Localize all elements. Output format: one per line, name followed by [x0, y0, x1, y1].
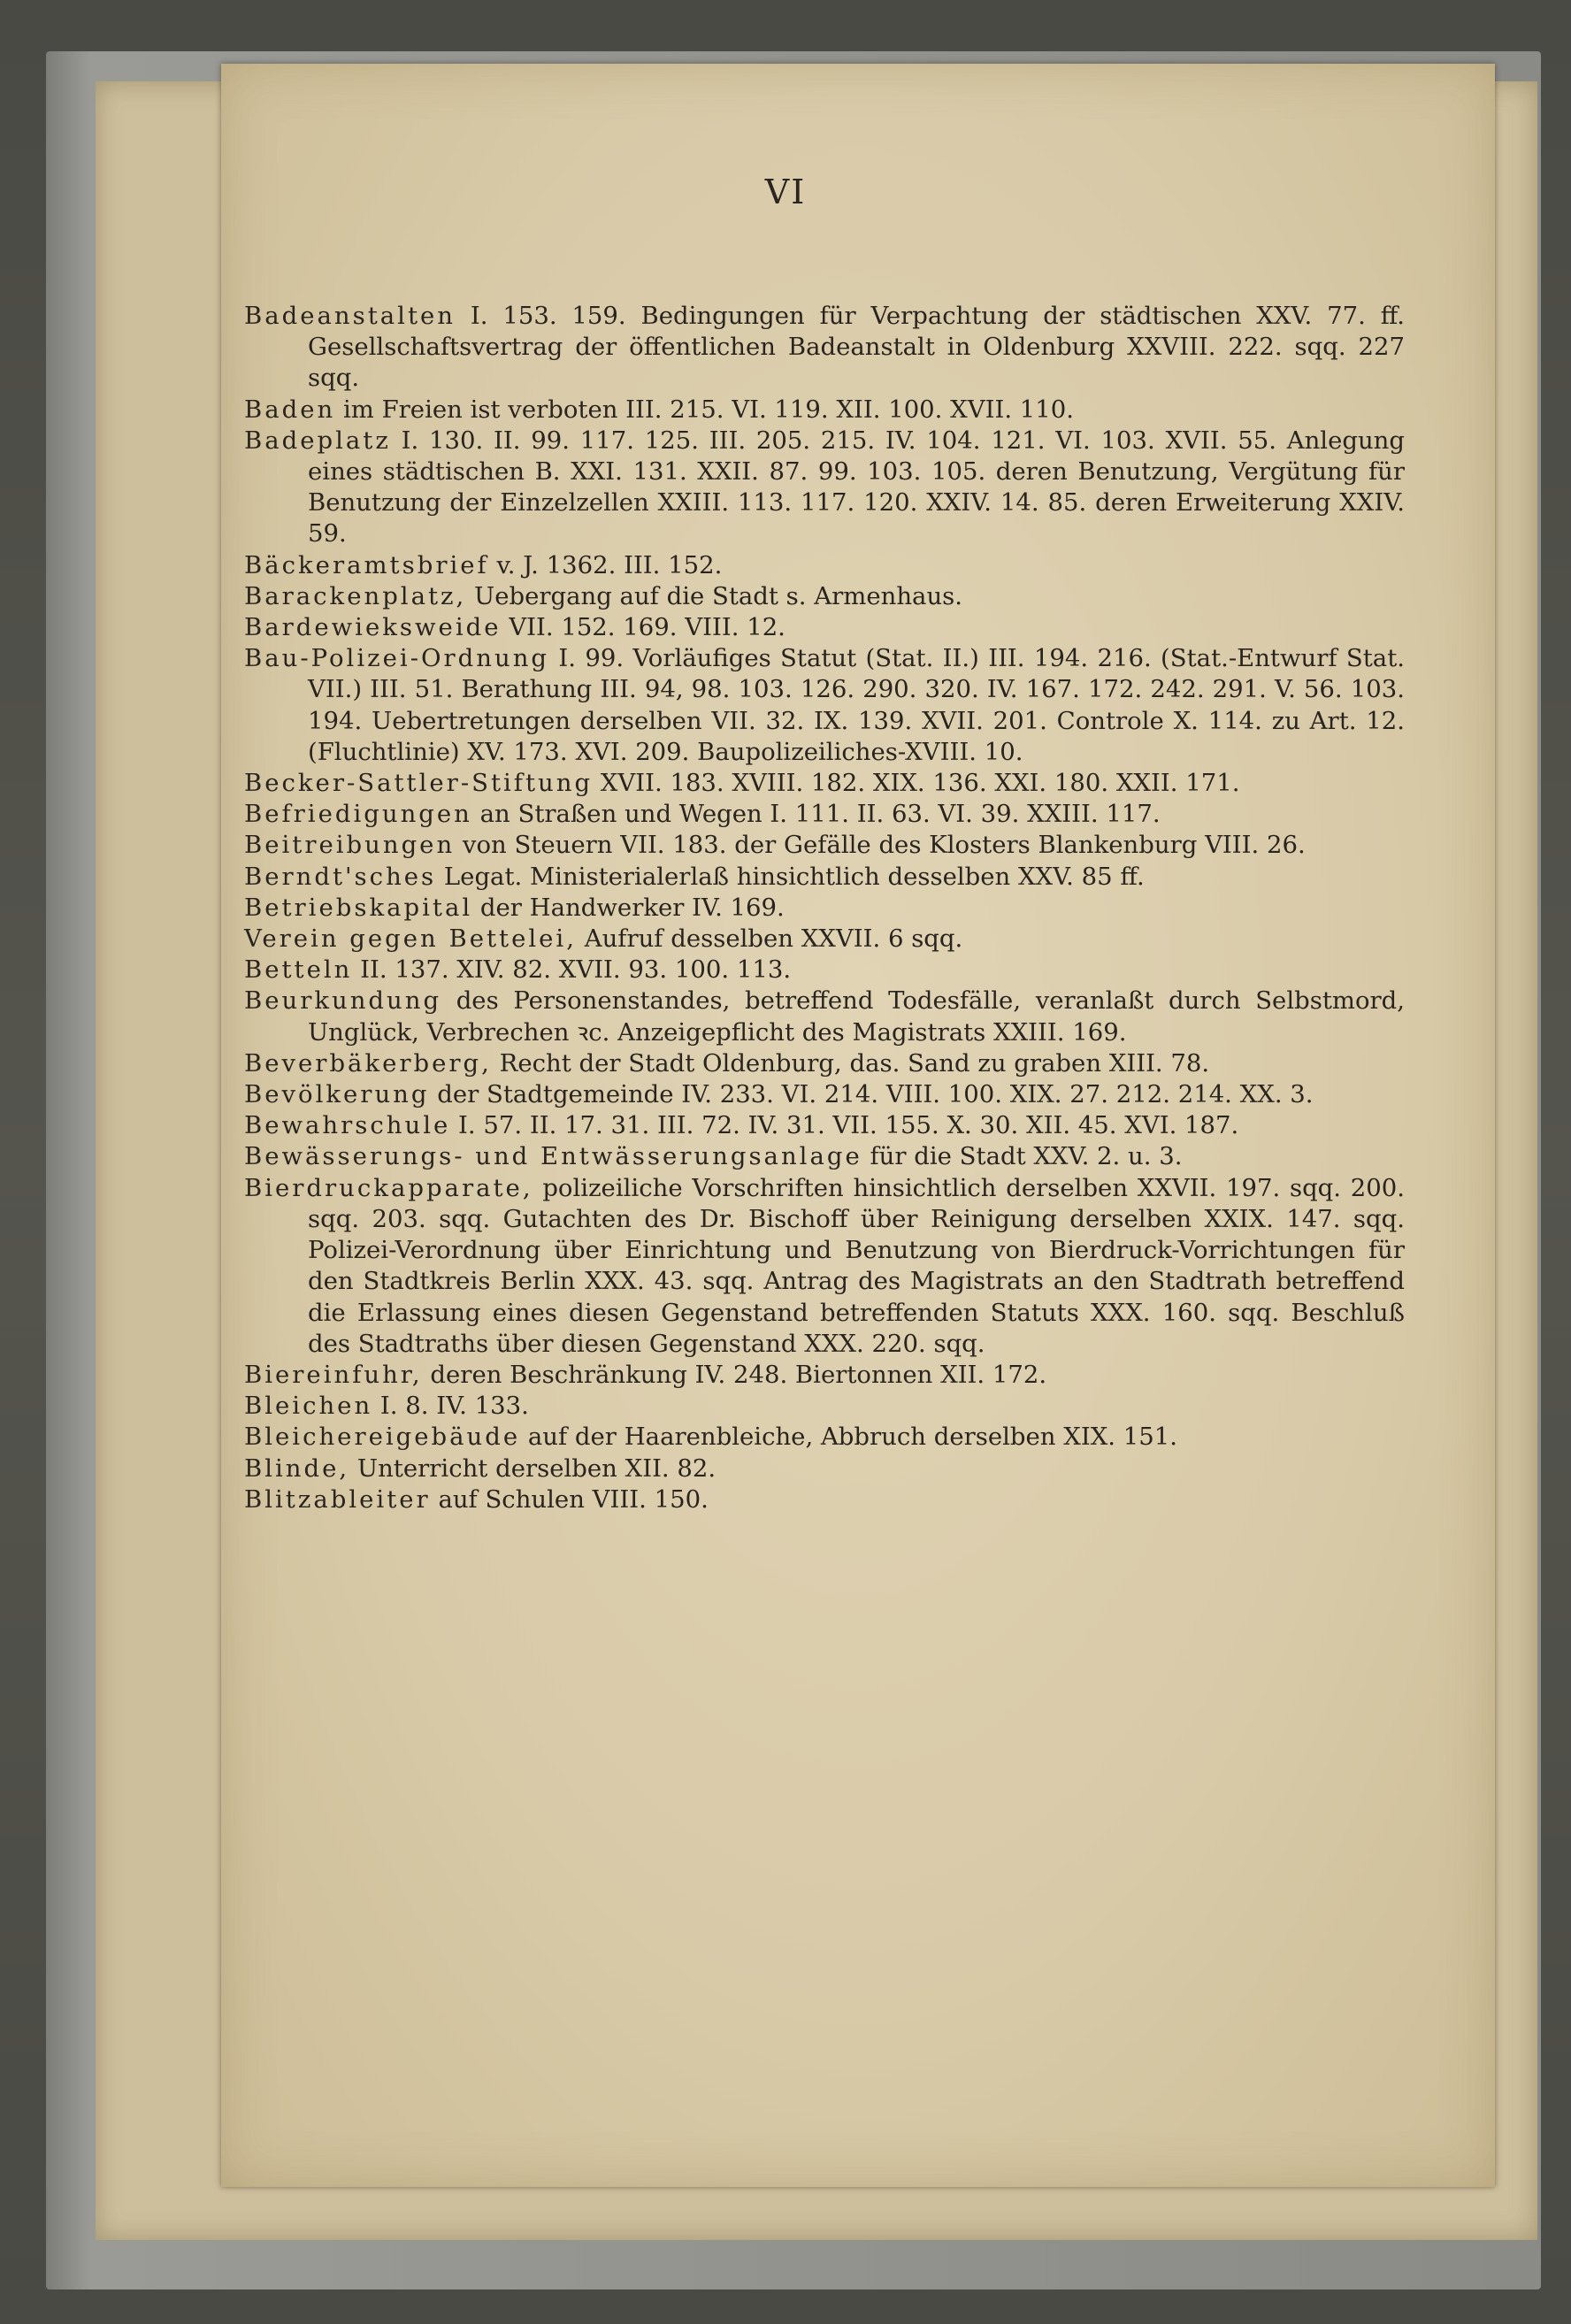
index-entry: [244, 862, 1405, 893]
entry-heading: Becker-Sattler-Stiftung: [244, 769, 594, 798]
index-entry: [244, 1048, 1405, 1079]
entry-text: von Steuern VII. 183. der Gefälle des Klosters Blankenburg VIII. 26.: [462, 831, 1306, 860]
entry-text: I. 153. 159. Bedingungen für Verpachtung der städtischen XXV. 77. ff. Gesellschaftsvertrag der öffentlichen Badeanstalt in Oldenburg XXVIII. 222. sqq. 227 sqq.: [308, 302, 1405, 393]
entry-heading: Bäckeramtsbrief: [244, 550, 489, 579]
index-entry: [244, 1360, 1405, 1391]
entry-heading: Berndt'sches: [244, 862, 437, 891]
index-entry: [244, 426, 1405, 550]
entry-text: für die Stadt XXV. 2. u. 3.: [870, 1142, 1183, 1171]
entry-heading: Beitreibungen: [244, 831, 456, 860]
entry-text: I. 99. Vorläufiges Statut (Stat. II.) III. 194. 216. (Stat.-Entwurf Stat. VII.) III. 51. Berathung III. 94, 98. 103. 126. 290. 320. IV. 167. 172. 242. 291. V. 56. 103. 194. Uebertretungen derselben VII. 32. IX. 139. XVII. 201. Controle X. 114. zu Art. 12. (Fluchtlinie) XV. 173. XVI. 209. Baupolizeiliches-XVIII. 10.: [308, 644, 1405, 766]
index-entry: [244, 986, 1405, 1047]
index-entry: [244, 612, 1405, 643]
entry-heading: Bau-Polizei-Ordnung: [244, 644, 550, 673]
entry-heading: Badeanstalten: [244, 302, 456, 330]
page-number: VI: [764, 173, 807, 211]
entry-text: deren Beschränkung IV. 248. Biertonnen XII. 172.: [430, 1360, 1047, 1389]
index-entry: [244, 924, 1405, 955]
index-entry: [244, 1079, 1405, 1110]
index-entry: [244, 799, 1405, 830]
entry-text: I. 57. II. 17. 31. III. 72. IV. 31. VII. 155. X. 30. XII. 45. XVI. 187.: [458, 1111, 1239, 1140]
index-entry: [244, 581, 1405, 612]
entry-text: VII. 152. 169. VIII. 12.: [509, 613, 786, 642]
index-entry: [244, 1422, 1405, 1453]
entry-text: Legat. Ministerialerlaß hinsichtlich desselben XXV. 85 ff.: [443, 862, 1145, 891]
index-entry: [244, 768, 1405, 799]
entry-text: auf der Haarenbleiche, Abbruch derselben XIX. 151.: [527, 1423, 1177, 1452]
entry-text: v. J. 1362. III. 152.: [496, 550, 723, 579]
entry-text: polizeiliche Vorschriften hinsichtlich derselben XXVII. 197. sqq. 200. sqq. 203. sqq. Gutachten des Dr. Bischoff über Reinigung derselben XXIX. 147. sqq. Polizei-Verordnung über Einrichtung und Benutzung von Bierdruck-Vorrichtungen für den Stadtkreis Berlin XXX. 43. sqq. Antrag des Magistrats an den Stadtrath betreffend die Erlassung eines diesen Gegenstand betreffenden Statuts XXX. 160. sqq. Beschluß des Stadtraths über diesen Gegenstand XXX. 220. sqq.: [308, 1173, 1405, 1358]
entry-heading: Betteln: [244, 955, 353, 985]
entry-text: auf Schulen VIII. 150.: [438, 1484, 709, 1514]
entry-heading: Bevölkerung: [244, 1080, 430, 1109]
entry-heading: Blitzableiter: [244, 1484, 431, 1514]
entry-heading: Bardewieksweide: [244, 613, 502, 642]
entry-text: des Personenstandes, betreffend Todesfälle, veranlaßt durch Selbstmord, Unglück, Verbrechen ꝛc. Anzeigepflicht des Magistrats XXIII. 169.: [308, 986, 1405, 1047]
index-entry: [244, 395, 1405, 426]
entry-heading: Blinde,: [244, 1453, 350, 1483]
index-entry: [244, 1110, 1405, 1141]
index-entry: [244, 893, 1405, 924]
entry-heading: Bleichen: [244, 1392, 373, 1421]
entry-heading: Befriedigungen: [244, 800, 472, 829]
entry-text: Aufruf desselben XXVII. 6 sqq.: [584, 924, 963, 954]
entry-heading: Verein gegen Bettelei,: [244, 924, 577, 954]
entry-heading: Biereinfuhr,: [244, 1360, 423, 1389]
entry-text: XVII. 183. XVIII. 182. XIX. 136. XXI. 180. XXII. 171.: [600, 769, 1240, 798]
entry-heading: Bierdruckapparate,: [244, 1173, 533, 1202]
index-entry: [244, 301, 1405, 395]
index-entry: [244, 1141, 1405, 1172]
index-entry: [244, 1173, 1405, 1360]
entry-text: Unterricht derselben XII. 82.: [356, 1453, 717, 1483]
index-entry: [244, 1484, 1405, 1515]
index-entry: [244, 955, 1405, 986]
index-entry: [244, 1391, 1405, 1422]
index-entry: [244, 550, 1405, 581]
entry-text: I. 8. IV. 133.: [379, 1392, 529, 1421]
entry-heading: Bleichereigebäude: [244, 1423, 521, 1452]
entry-heading: Beurkundung: [244, 986, 442, 1016]
entry-heading: Betriebskapital: [244, 893, 473, 922]
entry-text: Recht der Stadt Oldenburg, das. Sand zu graben XIII. 78.: [499, 1048, 1210, 1078]
index-entry: [244, 643, 1405, 768]
entry-text: der Stadtgemeinde IV. 233. VI. 214. VIII. 100. XIX. 27. 212. 214. XX. 3.: [437, 1080, 1314, 1109]
entry-heading: Badeplatz: [244, 426, 391, 455]
index-entries: [244, 301, 1405, 1515]
entry-text: Uebergang auf die Stadt s. Armenhaus.: [474, 581, 963, 610]
entry-heading: Beverbäkerberg,: [244, 1048, 492, 1078]
entry-heading: Baden: [244, 395, 336, 424]
entry-heading: Bewässerungs- und Entwässerungsanlage: [244, 1142, 862, 1171]
entry-heading: Bewahrschule: [244, 1111, 451, 1140]
index-entry: [244, 1453, 1405, 1484]
entry-text: im Freien ist verboten III. 215. VI. 119. XII. 100. XVII. 110.: [342, 395, 1075, 424]
entry-text: II. 137. XIV. 82. XVII. 93. 100. 113.: [360, 955, 792, 985]
index-entry: [244, 830, 1405, 861]
entry-text: an Straßen und Wegen I. 111. II. 63. VI. 39. XXIII. 117.: [479, 800, 1161, 829]
entry-text: der Handwerker IV. 169.: [479, 893, 785, 922]
entry-heading: Barackenplatz,: [244, 581, 467, 610]
entry-text: I. 130. II. 99. 117. 125. III. 205. 215. IV. 104. 121. VI. 103. XVII. 55. Anlegung eines städtischen B. XXI. 131. XXII. 87. 99. 103. 105. deren Benutzung, Vergütung für Benutzung der Einzelzellen XXIII. 113. 117. 120. XXIV. 14. 85. deren Erweiterung XXIV. 59.: [308, 426, 1405, 548]
